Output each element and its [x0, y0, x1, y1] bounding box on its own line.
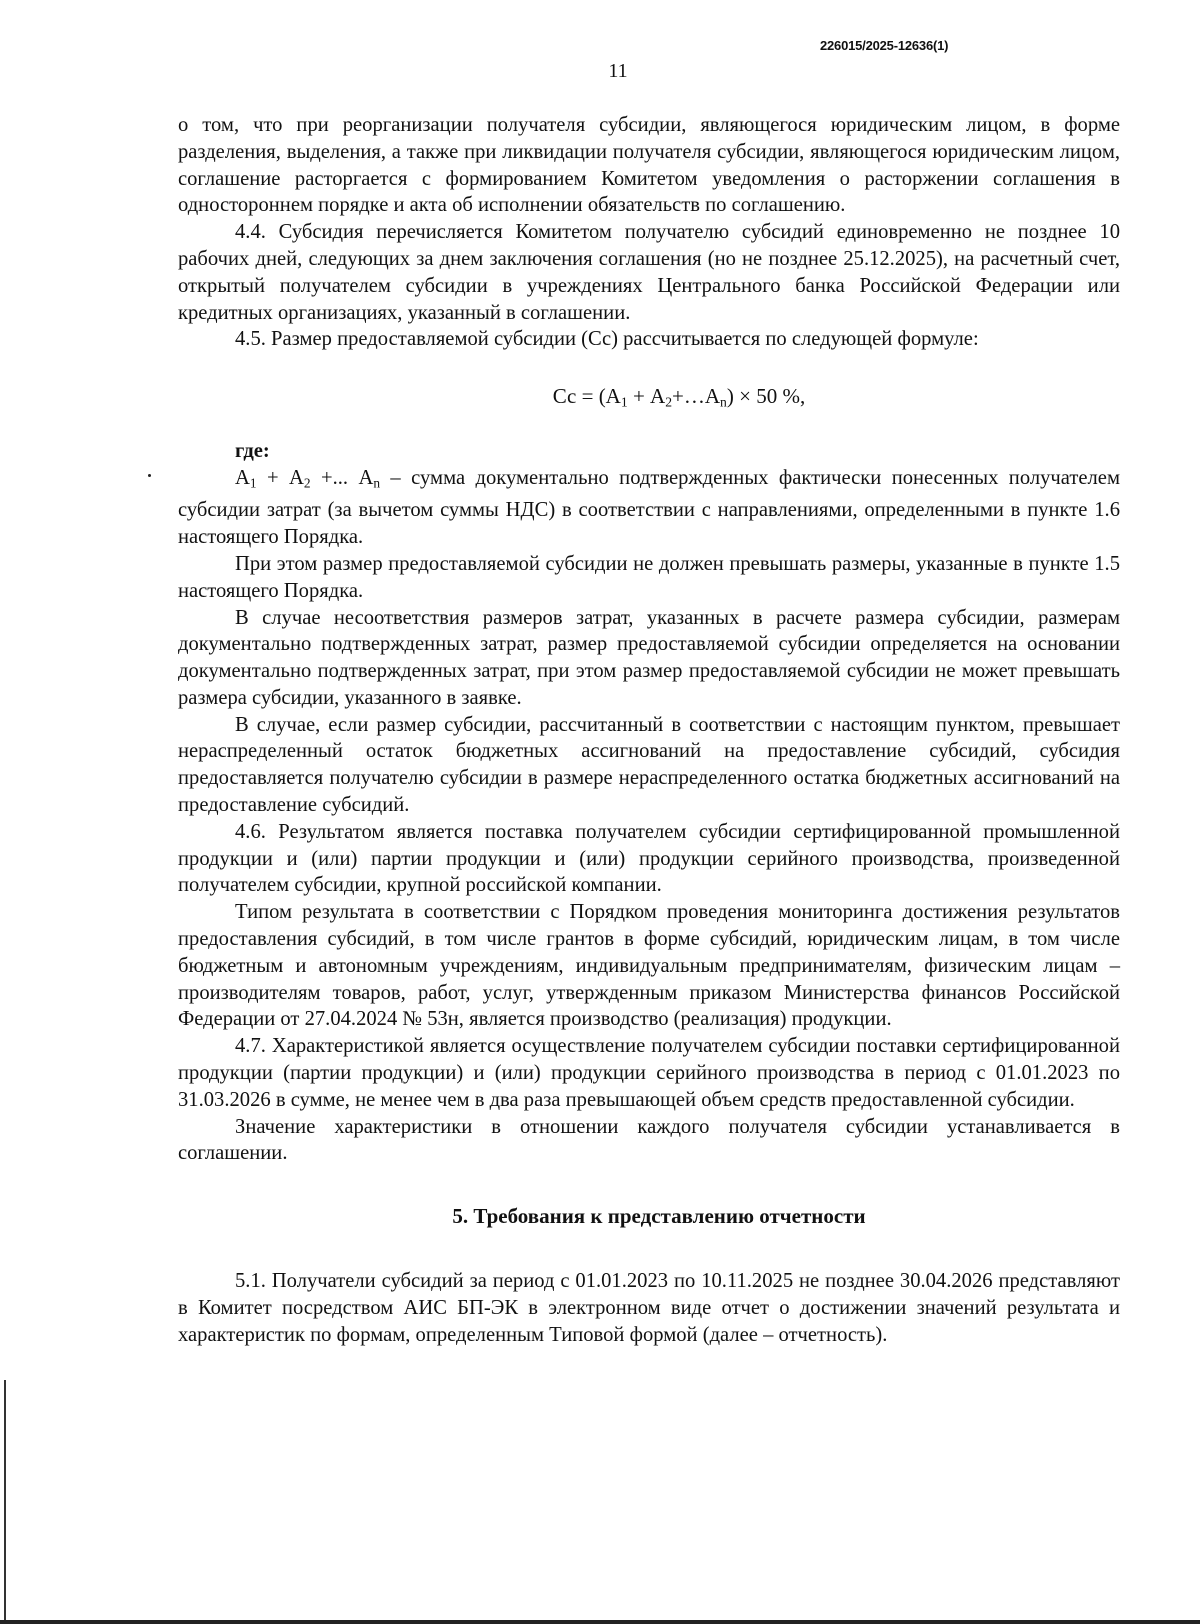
paragraph-4-6: 4.6. Результатом является поставка получателем субсидии сертифицированной промышленной продукции и (или) партии продукции и (или) продукции серийного производства, произведенной получателем субсидии, крупной российской компании. [178, 820, 1120, 897]
paragraph-4-4: 4.4. Субсидия перечисляется Комитетом получателю субсидий единовременно не позднее 10 рабочих дней, следующих за днем заключения соглашения (но не позднее 25.12.2025), на расчетный счет, открытый получателем субсидии в учреждениях Центрального банка Российской Федерации или кредитных организациях, указанный в соглашении. [178, 221, 1120, 324]
paragraph-excess: В случае, если размер субсидии, рассчитанный в соответствии с настоящим пунктом, превышает нераспределенный остаток бюджетных ассигнований на предоставление субсидий, субсидия предоставляется получателю субсидии в размере нераспределенного остатка бюджетных ассигнований на предоставление субсидий. [178, 713, 1120, 817]
subsidy-formula: Сс = ($А_1$ + $А_2+\dots А_n) \times 50$ %, [552, 384, 806, 410]
document-body [178, 112, 1120, 1348]
paragraph-4-5: 4.5. Размер предоставляемой субсидии (Сс) рассчитывается по следующей формуле: [235, 328, 979, 351]
scan-artifact-dot [148, 474, 151, 477]
scan-bottom-edge [0, 1620, 1200, 1624]
paragraph-mismatch: В случае несоответствия размеров затрат, указанных в расчете размера субсидии, размерам документально подтвержденных затрат, размер предоставляемой субсидии определяется на основании документально подтвержденных затрат, при этом размер предоставляемой субсидии не может превышать размера субсидии, указанного в заявке. [178, 606, 1120, 709]
formula-where-label: где: [235, 440, 270, 463]
paragraph-4-7: 4.7. Характеристикой является осуществление получателем субсидии поставки сертифицированной продукции (партии продукции) и (или) продукции серийного производства в период с 01.01.2023 по 31.03.2026 в сумме, не менее чем в два раза превышающей объем средств предоставленной субсидии. [178, 1035, 1120, 1111]
document-registration-number: 226015/2025-12636(1) [820, 38, 949, 53]
paragraph-characteristic-value: Значение характеристики в отношении каждого получателя субсидии устанавливается в соглашении. [178, 1115, 1120, 1165]
scan-edge-line [4, 1380, 6, 1620]
section-5-heading: 5. Требования к представлению отчетности [452, 1204, 866, 1229]
paragraph-limit: При этом размер предоставляемой субсидии не должен превышать размеры, указанные в пункте 1.5 настоящего Порядка. [178, 552, 1120, 602]
page-number: 11 [608, 60, 628, 82]
paragraph-intro: о том, что при реорганизации получателя субсидии, являющегося юридическим лицом, в форме разделения, выделения, а также при ликвидации получателя субсидии, являющегося юридическим лицом, соглашение расторгается с формированием Комитетом уведомления о расторжении соглашения в одностороннем порядке и акта об исполнении обязательств по соглашению. [178, 114, 1120, 217]
paragraph-result-type: Типом результата в соответствии с Порядком проведения мониторинга достижения результатов предоставления субсидий, в том числе грантов в форме субсидий, юридическим лицам, в том числе бюджетным и автономным учреждениям, индивидуальным предпринимателям, физическим лицам – производителям товаров, работ, услуг, утвержденным приказом Министерства финансов Российской Федерации от 27.04.2024 № 53н, является производство (реализация) продукции. [178, 901, 1120, 1031]
paragraph-formula-terms: $А_1 + А_2$ +... $А_n$ – сумма документально подтвержденных фактически понесенных получателем субсидии затрат (за вычетом суммы НДС) в соответствии с направлениями, определенными в пункте 1.6 настоящего Порядка. [178, 467, 1120, 549]
paragraph-5-1: 5.1. Получатели субсидий за период с 01.01.2023 по 10.11.2025 не позднее 30.04.2026 представляют в Комитет посредством АИС БП-ЭК в электронном виде отчет о достижении значений результата и характеристик по формам, определенным Типовой формой (далее – отчетность). [178, 1270, 1120, 1346]
